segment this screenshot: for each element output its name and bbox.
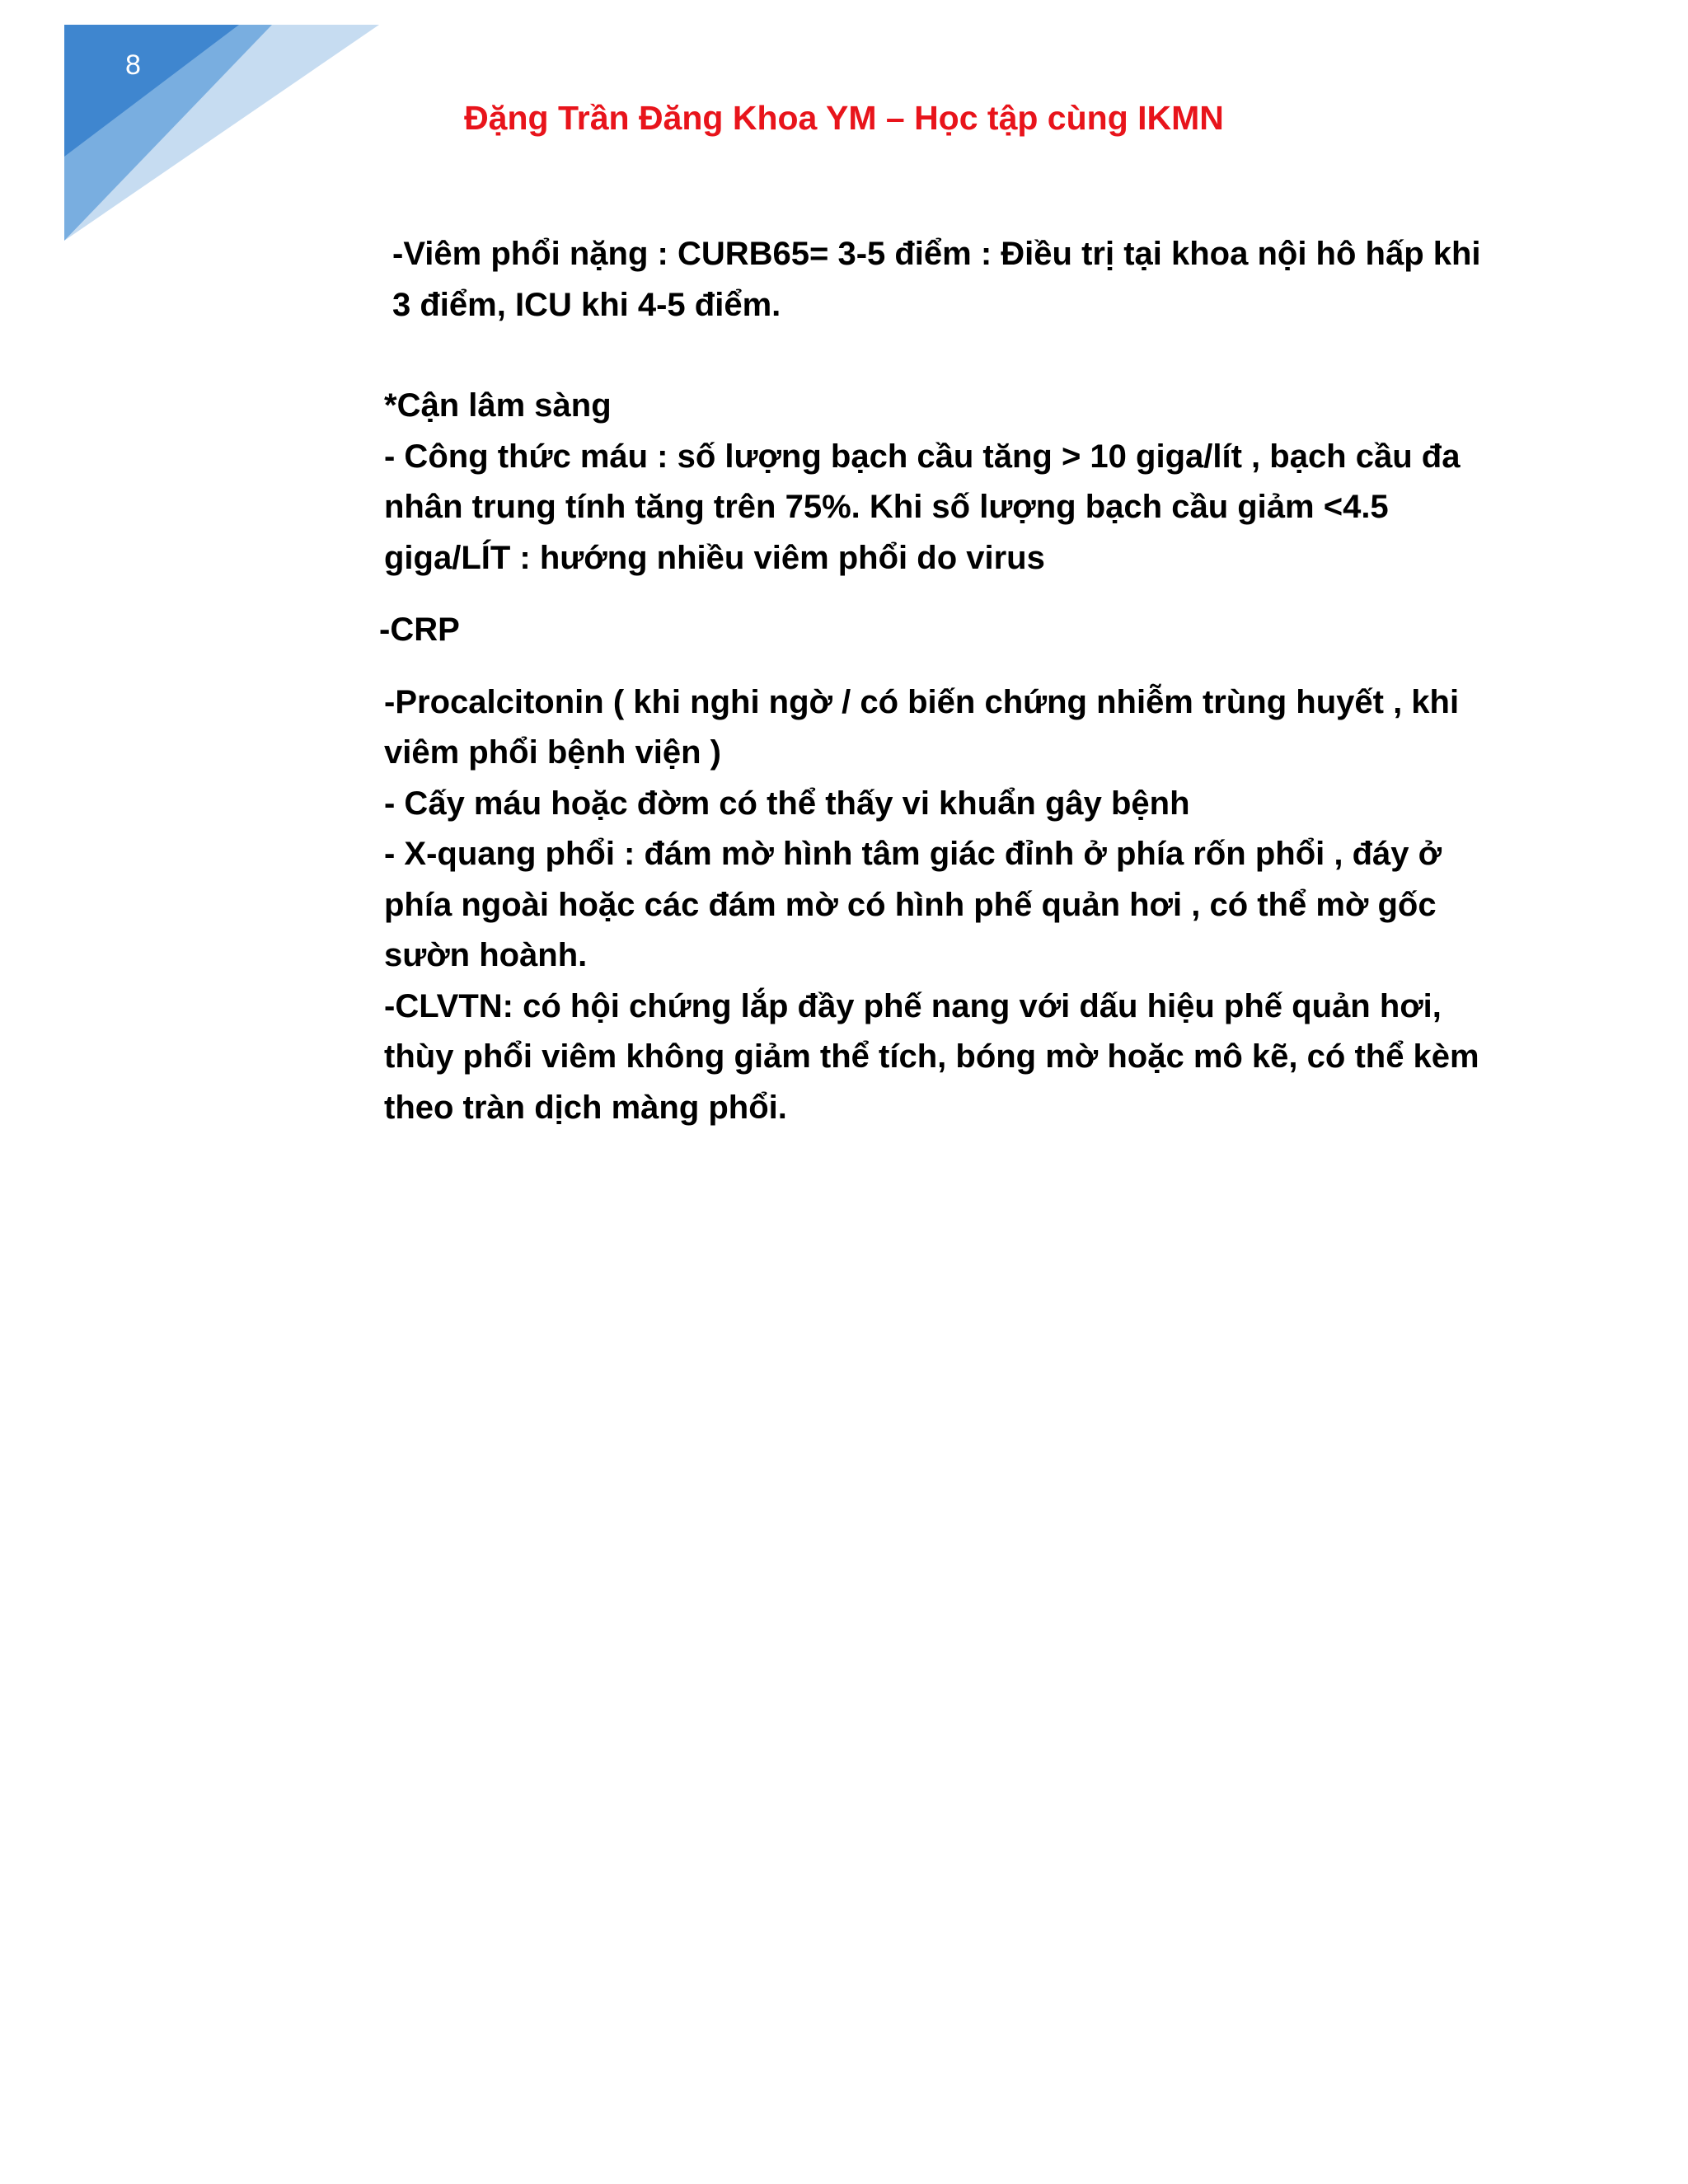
crp-paragraph: -CRP xyxy=(379,612,460,648)
lab-heading: *Cận lâm sàng xyxy=(384,387,612,424)
page-number: 8 xyxy=(125,49,141,81)
procalcitonin-paragraph: -Procalcitonin ( khi nghi ngờ / có biến chứng nhiễm trùng huyết , khi viêm phổi bệnh viện ) xyxy=(384,683,1469,771)
blood-count-paragraph: - Công thức máu : số lượng bạch cầu tăng > 10 giga/lít , bạch cầu đa nhân trung tính tăng trên 75%. Khi số lượng bạch cầu giảm <4.5 giga/LÍT : hướng nhiều viêm phổi do virus xyxy=(384,438,1470,576)
xray-paragraph: - X-quang phổi : đám mờ hình tâm giác đỉnh ở phía rốn phổi , đáy ở phía ngoài hoặc các đám mờ có hình phế quản hơi , có thể mờ gốc sườn hoành. xyxy=(384,836,1451,973)
ct-paragraph: -CLVTN: có hội chứng lắp đầy phế nang với dấu hiệu phế quản hơi, thùy phổi viêm không giảm thể tích, bóng mờ hoặc mô kẽ, có thể kèm theo tràn dịch màng phổi. xyxy=(384,987,1489,1126)
severe-pneumonia-paragraph: -Viêm phổi nặng : CURB65= 3-5 điểm : Điều trị tại khoa nội hô hấp khi 3 điểm, ICU khi 4-5 điểm. xyxy=(392,236,1490,323)
page-header: Đặng Trần Đăng Khoa YM – Học tập cùng IKMN xyxy=(464,99,1224,137)
culture-paragraph: - Cấy máu hoặc đờm có thể thấy vi khuẩn gây bệnh xyxy=(384,785,1190,822)
page-body xyxy=(379,229,1505,1133)
